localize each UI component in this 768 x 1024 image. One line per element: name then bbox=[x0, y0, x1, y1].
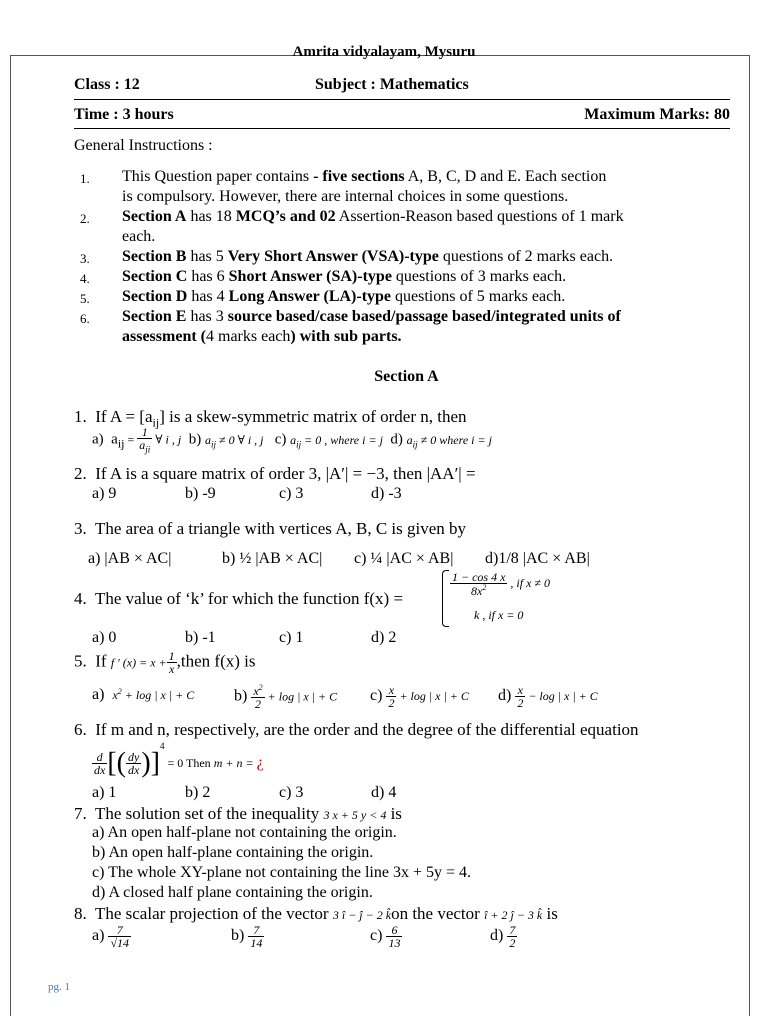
class-label: Class : 12 bbox=[74, 76, 140, 93]
q8-option-d: d) $\frac{7}{2}$ bbox=[490, 923, 516, 950]
subject-label: Subject : Mathematics bbox=[315, 76, 469, 93]
instructions-heading: General Instructions : bbox=[74, 137, 213, 154]
section-title: Section A bbox=[374, 368, 439, 385]
time-label: Time : 3 hours bbox=[74, 106, 174, 123]
divider bbox=[74, 128, 730, 129]
q5-option-d: d) $\frac{x}{2}$ − log | x | + C bbox=[498, 683, 598, 710]
piecewise-case-1: $\frac{1 - \cos 4 x}{8x^2}$ , if x ≠ 0 bbox=[452, 570, 551, 598]
page-number: pg. 1 bbox=[48, 981, 70, 993]
marks-label: Maximum Marks: 80 bbox=[584, 106, 730, 123]
school-name: Amrita vidyalayam, Mysuru bbox=[292, 44, 476, 60]
q8-option-b: b) $\frac{7}{14}$ bbox=[231, 923, 263, 950]
q8-option-a: a) $\frac{7}{√14}$ bbox=[92, 923, 130, 950]
piecewise-brace bbox=[442, 570, 449, 627]
q8-option-c: c) $\frac{6}{13}$ bbox=[370, 923, 401, 950]
differential-equation: $\frac{d}{dx}$ [( $\frac{dy}{dx}$ )]$^4$ = 0 Then m + n = ¿ bbox=[94, 741, 264, 779]
q5-option-c: c) $\frac{x}{2}$ + log | x | + C bbox=[370, 683, 469, 710]
divider bbox=[74, 99, 730, 100]
q1-options: a) $a_{ij}$ = $\frac{1}{a_{ji}}$ ∀ i , j b) $a_{ij} \ne 0$ ∀ i , j c) $a_{ij} = 0$ , where i = j d) $a_{ij} \ne 0$ where i = j bbox=[92, 425, 492, 455]
q5-option-a: a) $x^2 + \log$ | x | + C bbox=[92, 686, 195, 703]
piecewise-case-2: k , if x = 0 bbox=[474, 608, 524, 622]
q5-option-b: b) $\frac{x^2}{2}$ + log | x | + C bbox=[234, 683, 338, 711]
